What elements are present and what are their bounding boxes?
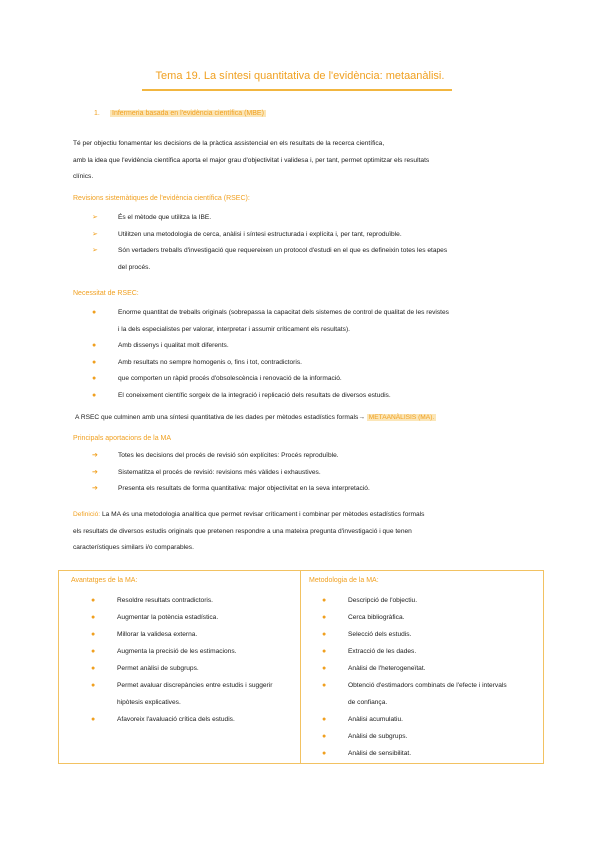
rsec-heading: Revisions sistemàtiques de l'evidència científica (RSEC): [73,195,250,202]
bullet-icon: ➔ [92,452,98,459]
methodology-heading: Metodologia de la MA: [309,577,379,584]
list-item-text: Anàlisi de sensibilitat. [348,750,412,757]
list-item-text: Resoldre resultats contradictoris. [117,597,214,604]
list-item-text: de confiança. [348,699,388,706]
list-item-text: Extracció de les dades. [348,648,417,655]
definition-line: els resultats de diversos estudis originals que pretenen respondre a una mateixa pregunta d'investigació i que tenen [73,527,412,535]
list-item-text: Selecció dels estudis. [348,631,412,638]
list-item-text: i la dels especialistes per valorar, interpretar i assumir críticament els resultats). [118,325,350,333]
list-item [92,371,532,388]
bullet-icon: ● [91,614,96,621]
list-item-text: Millorar la validesa externa. [117,631,198,638]
list-item-text: Amb dissenys i qualitat molt diferents. [118,342,229,349]
bullet-icon: ● [322,614,327,621]
list-item [91,660,296,677]
list-item [92,355,532,372]
bullet-icon: ➢ [92,247,98,254]
bullet-icon: ● [322,665,327,672]
title-underline [142,89,452,91]
intro-line: clínics. [73,173,94,180]
bullet-icon: ➔ [92,468,98,476]
advantages-heading: Avantatges de la MA: [71,577,138,584]
list-item [322,626,540,643]
definition-line [73,507,528,524]
bullet-icon: ● [91,631,96,638]
list-item [322,609,540,626]
list-item [322,677,540,711]
bullet-icon: ● [92,358,97,366]
list-item [322,660,540,677]
list-item-text: Obtenció d'estimadors combinats de l'efecte i intervals [348,682,507,689]
list-item-text: Permet anàlisi de subgrups. [117,665,199,672]
methodology-list [322,592,540,762]
bullet-icon: ● [92,309,97,316]
bullet-icon: ● [322,733,327,740]
list-item-text: Són vertaders treballs d'investigació que requereixen un protocol d'estudi en el que es defineixin totes les etapes [118,247,448,254]
intro-paragraph [73,136,528,186]
page-title: Tema 19. La síntesi quantitativa de l'evidència: metaanàlisi. [155,70,445,82]
list-item-text: Totes les decisions del procés de revisió són explícites: Procés reproduïble. [118,452,339,459]
bullet-icon: ● [322,597,327,604]
list-item [92,305,532,338]
list-item [322,592,540,609]
bullet-icon: ➢ [92,230,98,238]
bullet-icon: ➔ [92,485,98,492]
list-item-text: Augmenta la precisió de les estimacions. [117,648,237,655]
bullet-icon: ● [91,665,96,672]
list-item-text: Sistematitza el procés de revisió: revisions més vàlides i exhaustives. [118,468,321,476]
definition-label: Definició: [73,511,101,518]
list-item [92,338,532,355]
advantages-list [91,592,296,728]
list-item-text: Anàlisi de l'heterogeneïtat. [348,665,426,672]
list-item [92,227,532,244]
list-item-text: Anàlisi acumulatiu. [348,716,403,723]
list-item-text: Cerca bibliogràfica. [348,614,405,621]
list-item-text: Afavoreix l'avaluació crítica dels estudis. [117,716,235,723]
bullet-icon: ● [92,342,97,349]
intro-line: amb la idea que l'evidència científica aporta el major grau d'objectivitat i validesa i, per tant, permet optimitzar els resultats [73,156,430,164]
list-item [322,728,540,745]
table-divider [300,571,301,763]
list-item-text: Permet avaluar discrepàncies entre estudis i suggerir [117,682,273,689]
section-heading [94,110,266,117]
list-item [322,643,540,660]
rsec-list [92,210,532,276]
bullet-icon: ● [91,716,96,723]
list-item [92,481,532,498]
list-item [91,677,296,711]
bullet-icon: ● [322,682,327,689]
list-item-text: del procés. [118,263,151,271]
definition-paragraph [73,507,528,557]
bullet-icon: ● [92,375,97,382]
list-item [92,210,532,227]
list-item [91,609,296,626]
bullet-icon: ● [91,597,96,604]
list-item [91,626,296,643]
ma-line-text: A RSEC que culminen amb una síntesi quantitativa de les dades per mètodes estadístics formals→ [75,414,365,421]
need-list [92,305,532,404]
list-item [92,243,532,276]
definition-line: característiques similars i/o comparables. [73,544,194,551]
list-item-text: que comporten un ràpid procés d'obsolescència i renovació de la informació. [118,375,342,382]
intro-line: Té per objectiu fonamentar les decisions de la pràctica assistencial en els resultats de la recerca científica, [73,140,385,147]
need-heading: Necessitat de RSEC: [73,290,139,297]
list-item [91,643,296,660]
bullet-icon: ● [92,391,97,399]
ma-line-highlight: METAANÀLISIS (MA). [368,414,435,421]
bullet-icon: ● [91,682,96,689]
list-item-text: Amb resultats no sempre homogenis o, fins i tot, contradictoris. [118,358,302,366]
list-item-text: Descripció de l'objectiu. [348,597,418,604]
bullet-icon: ● [322,631,327,638]
list-item-text: Enorme quantitat de treballs originals (sobrepassa la capacitat dels sistemes de control de qualitat de les revistes [118,309,449,316]
list-item [91,711,296,728]
section-number: 1. [94,110,100,117]
list-item-text: hipòtesis explicatives. [117,699,181,706]
section-label: Infermeria basada en l'evidència científica (MBE) [112,110,264,117]
list-item [92,448,532,465]
list-item [92,388,532,405]
list-item [322,745,540,762]
list-item-text: Augmentar la potència estadística. [117,614,219,621]
bullet-icon: ● [322,648,327,655]
bullet-icon: ● [91,648,96,655]
list-item [91,592,296,609]
list-item-text: És el mètode que utilitza la IBE. [118,214,212,221]
contrib-heading: Principals aportacions de la MA [73,435,172,442]
summary-table [58,570,544,764]
list-item-text: Utilitzen una metodologia de cerca, anàlisi i síntesi estructurada i explícita i, per tant, reproduïble. [118,230,402,238]
list-item-text: Anàlisi de subgrups. [348,733,408,740]
bullet-icon: ● [322,716,327,723]
contrib-list [92,448,532,498]
list-item [92,465,532,482]
list-item-text: Presenta els resultats de forma quantitativa: major objectivitat en la seva interpretació. [118,485,370,492]
bullet-icon: ➢ [92,214,98,221]
ma-line [75,410,530,427]
list-item-text: El coneixement científic sorgeix de la integració i replicació dels resultats de diversos estudis. [118,391,391,399]
list-item [322,711,540,728]
definition-text: La MA és una metodologia analítica que permet revisar críticament i combinar per mètodes estadístics formals [101,511,425,518]
bullet-icon: ● [322,750,327,757]
